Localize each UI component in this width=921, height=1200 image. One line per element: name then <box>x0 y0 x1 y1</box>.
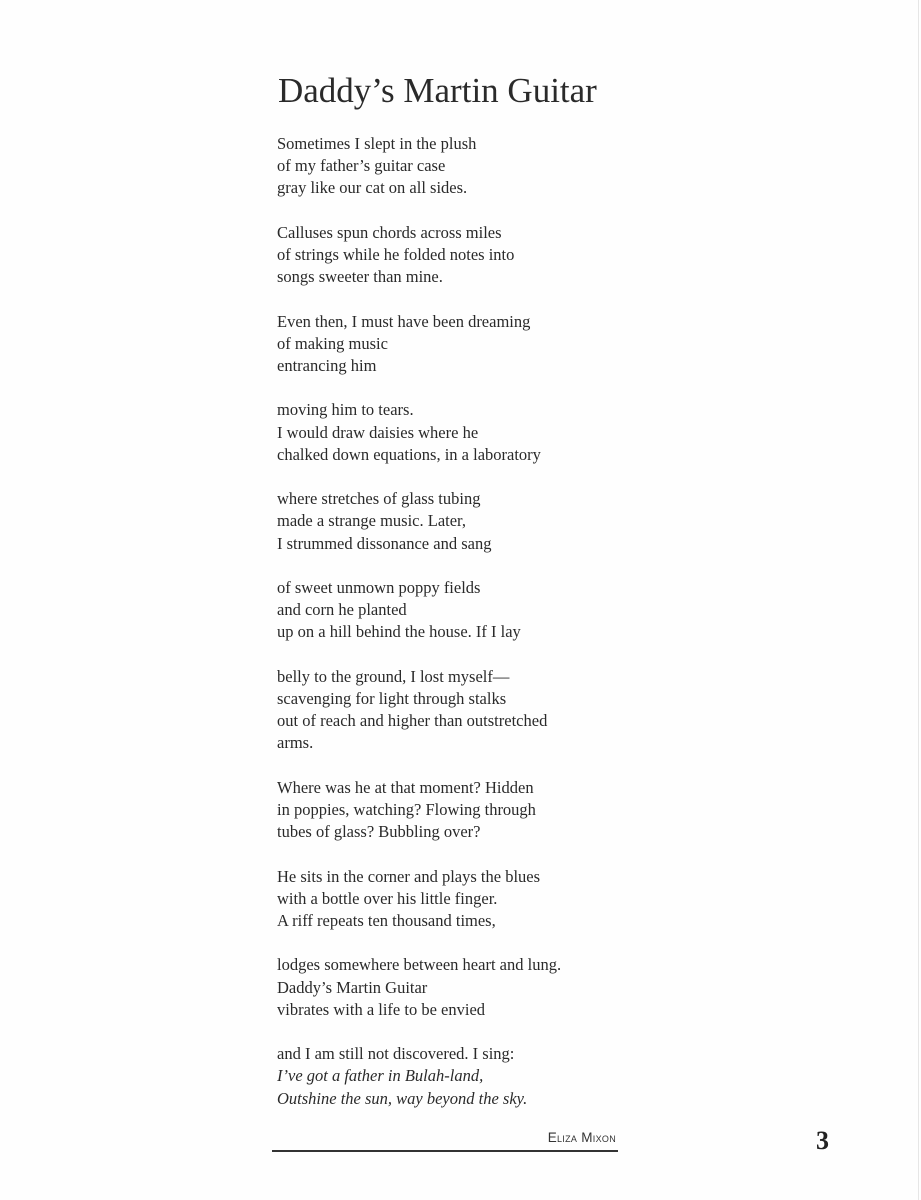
poem-line: entrancing him <box>277 356 377 375</box>
stanza <box>277 133 697 200</box>
stanza <box>277 222 697 289</box>
poem-line: gray like our cat on all sides. <box>277 178 468 198</box>
poem-line: and I am still not discovered. I sing: <box>277 1044 515 1064</box>
poem-line: up on a hill behind the house. If I lay <box>277 622 521 642</box>
stanza <box>277 866 697 933</box>
author-name: Eliza Mixon <box>547 1130 616 1145</box>
poem-line: scavenging for light through stalks <box>277 688 507 708</box>
poem-line-italic: I’ve got a father in Bulah-land, <box>277 1066 484 1086</box>
stanza <box>277 666 697 755</box>
poem-title: Daddy’s Martin Guitar <box>278 71 597 110</box>
poem-line: Daddy’s Martin Guitar <box>277 977 428 997</box>
poem-line: Calluses spun chords across miles <box>277 222 502 242</box>
poem-line: moving him to tears. <box>277 400 414 420</box>
poem-line: and corn he planted <box>277 600 407 620</box>
poem-line: A riff repeats ten thousand times, <box>277 910 496 930</box>
poem-line: I strummed dissonance and sang <box>277 533 492 553</box>
stanza <box>277 577 697 644</box>
poem-line: Where was he at that moment? Hidden <box>277 777 534 797</box>
poem-line: chalked down equations, in a laboratory <box>277 444 541 464</box>
poem-line: tubes of glass? Bubbling over? <box>277 822 481 842</box>
footer-divider <box>272 1150 618 1152</box>
page-number: 3 <box>816 1126 829 1155</box>
poem-line-italic: Outshine the sun, way beyond the sky. <box>277 1088 528 1108</box>
poem-line: belly to the ground, I lost myself— <box>277 666 510 686</box>
poem-line: out of reach and higher than outstretched <box>277 711 548 731</box>
poem-line: vibrates with a life to be envied <box>277 999 486 1019</box>
poem-line: with a bottle over his little finger. <box>277 888 498 908</box>
poem-line: Even then, I must have been dreaming <box>277 311 531 331</box>
poem-line: He sits in the corner and plays the blues <box>277 866 541 886</box>
page-edge-line <box>918 0 919 1200</box>
poem-line: where stretches of glass tubing <box>277 489 481 509</box>
poem-line: lodges somewhere between heart and lung. <box>277 955 562 975</box>
poem-line: songs sweeter than mine. <box>277 267 443 287</box>
stanza <box>277 954 697 1021</box>
poem-line: of sweet unmown poppy fields <box>277 577 481 597</box>
stanza <box>277 1043 697 1110</box>
poem-line: of strings while he folded notes into <box>277 245 515 264</box>
poem-line: made a strange music. Later, <box>277 511 467 531</box>
poem-line: of making music <box>277 333 388 353</box>
poem-line: arms. <box>277 733 314 753</box>
stanza <box>277 488 697 555</box>
poem-line: of my father’s guitar case <box>277 156 446 176</box>
poem-line: in poppies, watching? Flowing through <box>277 799 536 819</box>
stanza <box>277 311 697 378</box>
poem-line: I would draw daisies where he <box>277 422 479 442</box>
poem-body <box>277 133 697 1110</box>
stanza <box>277 399 697 466</box>
poem-line: Sometimes I slept in the plush <box>277 134 477 153</box>
stanza <box>277 777 697 844</box>
